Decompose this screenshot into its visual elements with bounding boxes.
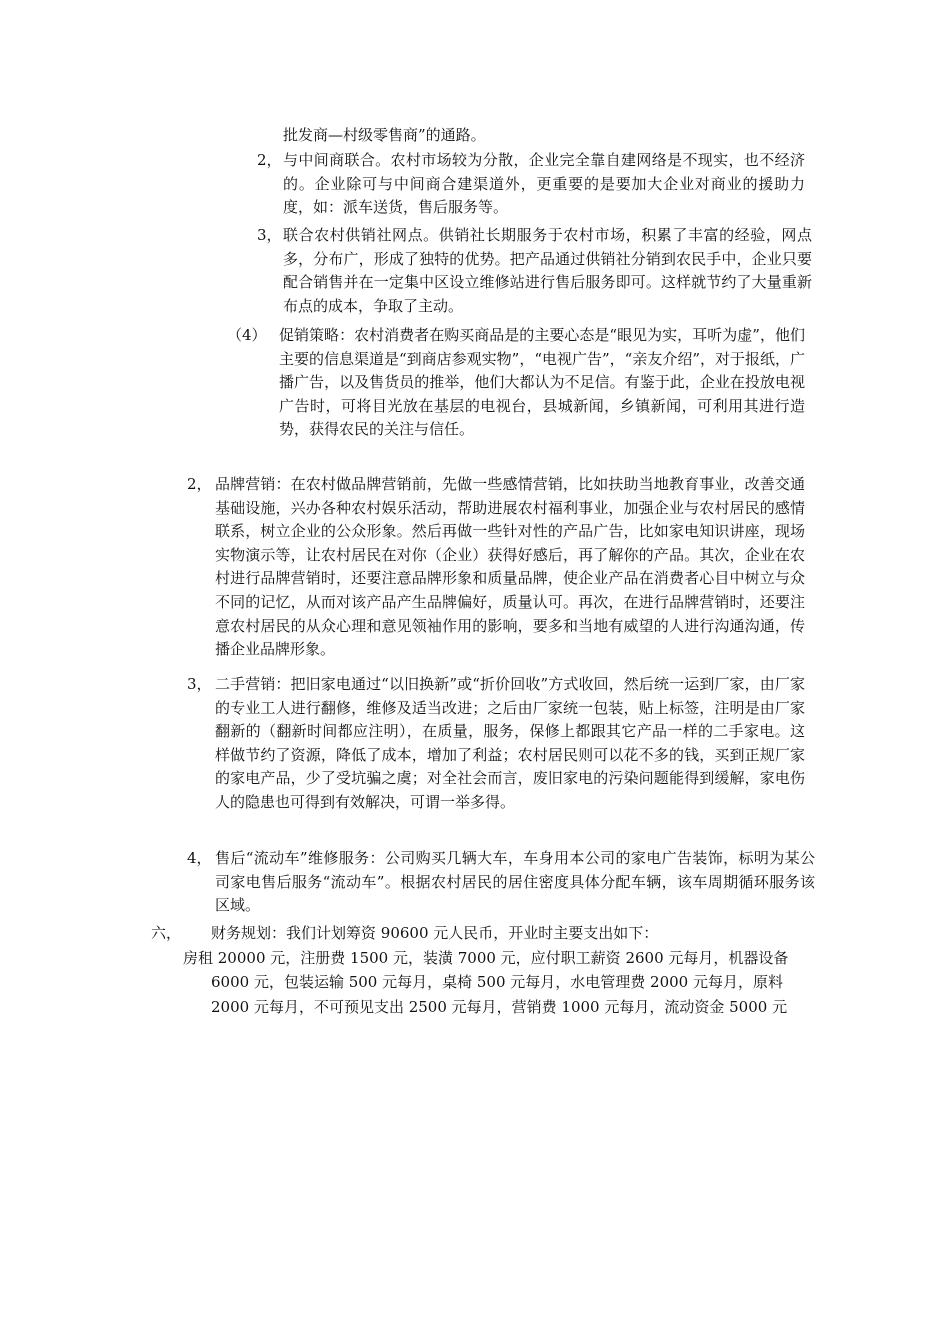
continuation-line: 批发商—村级零售商”的通路。	[283, 126, 486, 144]
section-number: 六，	[151, 924, 182, 942]
list-item-text: 联合农村供销社网点。供销社长期服务于农村市场，积累了丰富的经验，网点多，分布广，形成了独特的优势。把产品通过供销社分销到农民手中，企业只要配合销售并在一定集中区设立维修站进行售后服务即可。这样就节约了大量重新布点的成本，争取了主动。	[283, 226, 812, 315]
list-number: （4）	[227, 326, 267, 344]
channel-item-2	[257, 149, 805, 220]
finance-line: 2000 元每月，不可预见支出 2500 元每月，营销费 1000 元每月，流动资金 5000 元	[211, 998, 788, 1016]
list-number: 2，	[257, 151, 282, 169]
finance-heading: 财务规划：我们计划筹资 90600 元人民币，开业时主要支出如下：	[211, 924, 659, 942]
list-item-text: 品牌营销：在农村做品牌营销前，先做一些感情营销，比如扶助当地教育事业，改善交通基础设施，兴办各种农村娱乐活动，帮助进展农村福利事业，加强企业与农村居民的感情联系，树立企业的公众形象。然后再做一些针对性的产品广告，比如家电知识讲座，现场实物演示等，让农村居民在对你（企业）获得好感后，再了解你的产品。其次，企业在农村进行品牌营销时，还要注意品牌形象和质量品牌，使企业产品在消费者心目中树立与众不同的记忆，从而对该产品产生品牌偏好，质量认可。再次，在进行品牌营销时，还要注意农村居民的从众心理和意见领袖作用的影响，要多和当地有威望的人进行沟通沟通，传播企业品牌形象。	[215, 475, 805, 659]
channel-item-3	[257, 224, 812, 318]
list-number: 4，	[187, 849, 212, 867]
list-number: 3，	[257, 226, 282, 244]
list-item-text: 售后“流动车”维修服务：公司购买几辆大车，车身用本公司的家电广告装饰，标明为某公司家电售后服务“流动车”。根据农村居民的居住密度具体分配车辆，该车周期循环服务该区域。	[215, 849, 815, 915]
brand-marketing-item	[187, 473, 805, 662]
list-item-text: 促销策略：农村消费者在购买商品是的主要心态是“眼见为实，耳听为虚”，他们主要的信息渠道是“到商店参观实物”，“电视广告”，“亲友介绍”，对于报纸，广播广告，以及售货员的推举，他们大都认为不足信。有鉴于此，企业在投放电视广告时，可将目光放在基层的电视台，县城新闻，乡镇新闻，可利用其进行造势，获得农民的关注与信任。	[279, 326, 806, 439]
list-item-text: 二手营销：把旧家电通过“以旧换新”或“折价回收”方式收回，然后统一运到厂家，由厂家的专业工人进行翻修，维修及适当改进；之后由厂家统一包装，贴上标签，注明是由厂家翻新的（翻新时间都应注明），在质量，服务，保修上都跟其它产品一样的二手家电。这样做节约了资源，降低了成本，增加了利益；农村居民则可以花不多的钱，买到正规厂家的家电产品，少了受坑骗之虞；对全社会而言，废旧家电的污染问题能得到缓解，家电伤人的隐患也可得到有效解决，可谓一举多得。	[215, 675, 805, 811]
list-item-text: 与中间商联合。农村市场较为分散，企业完全靠自建网络是不现实，也不经济的。企业除可与中间商合建渠道外，更重要的是要加大企业对商业的援助力度，如：派车送货，售后服务等。	[283, 151, 805, 217]
after-sales-service-item	[187, 847, 815, 918]
finance-line: 6000 元，包装运输 500 元每月，桌椅 500 元每月，水电管理费 2000 元每月，原料	[211, 973, 783, 991]
second-hand-marketing-item	[187, 673, 805, 815]
list-number: 3，	[187, 675, 212, 693]
promotion-strategy	[227, 324, 806, 442]
finance-line: 房租 20000 元，注册费 1500 元，装潢 7000 元，应付职工薪资 2600 元每月，机器设备	[183, 949, 789, 967]
list-number: 2，	[187, 475, 212, 493]
